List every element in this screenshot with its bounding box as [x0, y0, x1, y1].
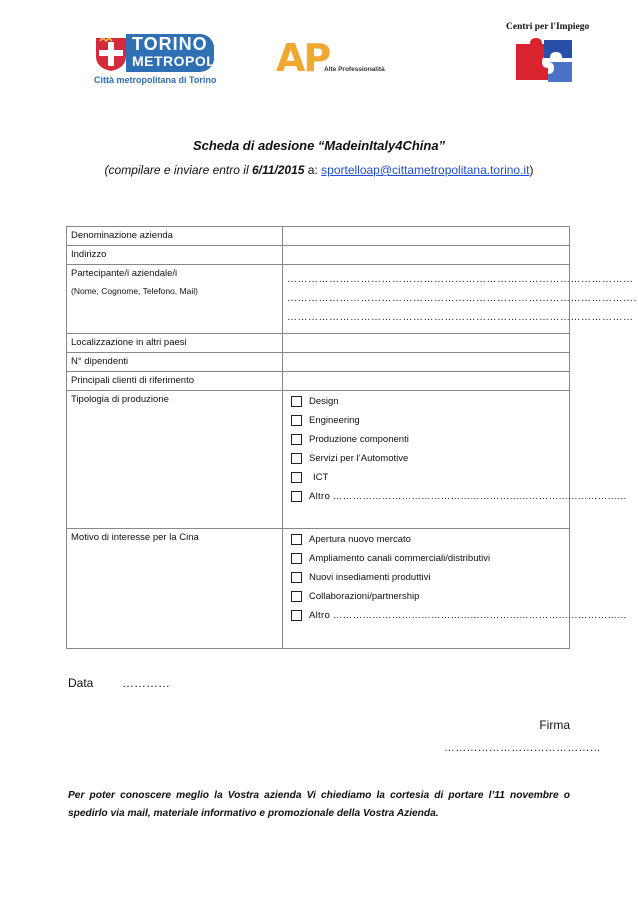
participants-line: ……………………………………………………………………………………… [287, 274, 634, 285]
label-production-type: Tipologia di produzione [67, 391, 283, 529]
checkbox[interactable] [291, 472, 302, 483]
checkbox[interactable] [291, 591, 302, 602]
centri-impiego-logo [506, 22, 616, 88]
adhesion-form-table [66, 226, 637, 649]
checkbox[interactable] [291, 415, 302, 426]
cpi-title: Centri per l'Impiego [506, 22, 590, 32]
option-label: ICT [313, 472, 329, 483]
china-options [283, 529, 627, 649]
subtitle-pre: (compilare e inviare entro il [104, 163, 252, 177]
closing-note: Per poter conoscere meglio la Vostra azienda Vi chiediamo la cortesia di portare l’11 novembre o spedirlo via mail, materiale informativo e promozionale della Vostra Azienda. [68, 790, 570, 819]
field-address[interactable] [283, 246, 570, 265]
torino-line2: METROPOLI [132, 53, 220, 69]
ap-subtitle: Alte Professionalità [324, 66, 385, 73]
field-employees[interactable] [283, 353, 570, 372]
ap-mark: AP [276, 36, 330, 80]
checkbox[interactable] [291, 491, 302, 502]
option-label: Altro ……………………………………………………………………………… [309, 491, 627, 502]
participants-line: ………………………………………………………………………………………. [287, 293, 637, 304]
checkbox[interactable] [291, 396, 302, 407]
torino-banner [126, 34, 220, 72]
label-employees: N° dipendenti [67, 353, 283, 372]
option-label: Altro ……………………………………………………………………………… [309, 610, 627, 621]
email-link[interactable]: sportelloap@cittametropolitana.torino.it [321, 163, 530, 177]
label-clients: Principali clienti di riferimento [67, 372, 283, 391]
field-locations[interactable] [283, 334, 570, 353]
label-china-interest: Motivo di interesse per la Cina [67, 529, 283, 649]
torino-shield-icon [94, 36, 128, 72]
signature-field[interactable]: …………………………………… [444, 742, 601, 754]
form-subtitle [0, 163, 638, 177]
torino-subtitle: Città metropolitana di Torino [94, 75, 217, 85]
option-label: Produzione componenti [309, 434, 409, 445]
signature-label: Firma [539, 718, 570, 732]
option-label: Apertura nuovo mercato [309, 534, 411, 545]
option-channels[interactable] [291, 549, 565, 568]
checkbox[interactable] [291, 534, 302, 545]
field-company-name[interactable] [283, 227, 570, 246]
puzzle-icon [514, 36, 576, 86]
option-label: Ampliamento canali commerciali/distributivi [309, 553, 491, 564]
checkbox[interactable] [291, 553, 302, 564]
date-label: Data [68, 676, 94, 690]
option-label: Design [309, 396, 339, 407]
option-automotive[interactable] [291, 449, 565, 468]
option-design[interactable] [291, 392, 565, 411]
production-options [283, 391, 627, 529]
participants-line: ……………………………………………………………………………………… [287, 312, 634, 323]
checkbox[interactable] [291, 572, 302, 583]
form-title: Scheda di adesione “MadeinItaly4China” [192, 138, 446, 153]
subtitle-mid: a: [304, 163, 322, 177]
torino-metropoli-logo [94, 34, 220, 90]
option-label: Engineering [309, 415, 360, 426]
deadline-date: 6/11/2015 [251, 163, 305, 177]
option-ict[interactable] [291, 468, 565, 487]
date-field[interactable]: ………… [122, 676, 170, 690]
option-label: Servizi per l’Automotive [309, 453, 409, 464]
option-other[interactable] [291, 487, 627, 506]
label-address: Indirizzo [67, 246, 283, 265]
option-new-market[interactable] [291, 530, 565, 549]
label-locations: Localizzazione in altri paesi [67, 334, 283, 353]
checkbox[interactable] [291, 453, 302, 464]
alte-professionalita-logo [276, 36, 386, 82]
field-clients[interactable] [283, 372, 570, 391]
option-components[interactable] [291, 430, 565, 449]
label-participants-cell [67, 265, 283, 334]
option-other[interactable] [291, 606, 627, 625]
checkbox[interactable] [291, 610, 302, 621]
label-company-name: Denominazione azienda [67, 227, 283, 246]
torino-line1: TORINO [132, 34, 208, 54]
option-label: Collaborazioni/partnership [309, 591, 420, 602]
label-participants: Partecipante/i aziendale/i [71, 268, 178, 279]
field-participants[interactable] [283, 265, 637, 334]
option-label: Nuovi insediamenti produttivi [309, 572, 431, 583]
checkbox[interactable] [291, 434, 302, 445]
subtitle-post: ) [529, 163, 534, 177]
option-production-sites[interactable] [291, 568, 565, 587]
option-partnership[interactable] [291, 587, 565, 606]
option-engineering[interactable] [291, 411, 565, 430]
label-participants-hint: (Nome, Cognome, Telefono, Mail) [71, 286, 198, 296]
